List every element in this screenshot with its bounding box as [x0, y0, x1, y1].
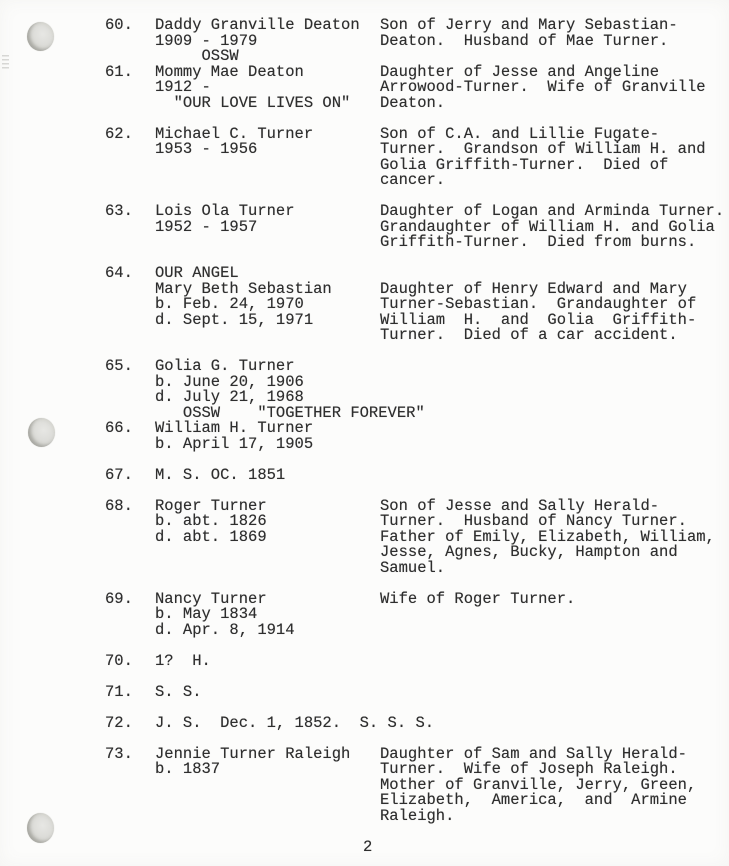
entry-description-line: Jesse, Agnes, Bucky, Hampton and [380, 543, 678, 561]
entry-description-line: Elizabeth, America, and Armine [380, 791, 687, 809]
entry-description-line: Son of Jerry and Mary Sebastian- [380, 16, 678, 34]
entry-number: 60. [105, 16, 133, 34]
entry-name-dates-column [155, 713, 435, 732]
entry-left-line: b. Feb. 24, 1970 [155, 295, 304, 313]
record-entry [0, 421, 729, 452]
entry-left-line: 1953 - 1956 [155, 140, 258, 158]
page-number: 2 [363, 837, 373, 856]
entry-left-line: b. 1837 [155, 760, 221, 778]
entry-name-dates-column [155, 682, 380, 701]
record-entry [0, 744, 729, 825]
entry-left-line: OSSW [155, 47, 239, 65]
entry-description-line: Wife of Roger Turner. [380, 589, 576, 608]
entry-number: 65. [105, 357, 133, 375]
entry-left-line: OSSW "TOGETHER FOREVER" [155, 403, 425, 422]
record-entry [0, 651, 729, 670]
entry-left-line: 1? H. [155, 651, 211, 670]
record-entry [0, 124, 729, 189]
entry-description-line: Father of Emily, Elizabeth, William, [380, 527, 715, 546]
entry-description-line: Turner. Husband of Nancy Turner. [380, 512, 687, 530]
record-entry [0, 496, 729, 577]
entry-description-line: William H. and Golia Griffith- [380, 310, 697, 329]
entry-description-column [380, 124, 725, 189]
entry-description-line: Daughter of Henry Edward and Mary [380, 279, 687, 298]
entry-left-line: b. May 1834 [155, 605, 258, 623]
entry-number: 71. [105, 682, 133, 701]
entry-left-line: Mary Beth Sebastian [155, 279, 332, 298]
entry-name-dates-column [155, 18, 380, 65]
entry-left-line: 1909 - 1979 [155, 31, 258, 50]
entry-description-line: Turner. Wife of Joseph Raleigh. [380, 760, 678, 778]
entry-left-line: Golia G. Turner [155, 357, 295, 375]
entry-description-line: cancer. [380, 171, 446, 189]
entry-description-column [380, 744, 725, 825]
record-entry [0, 713, 729, 732]
entry-description-line: Arrowood-Turner. Wife of Granville [380, 78, 706, 96]
entry-description-column [380, 204, 725, 251]
entry-number: 66. [105, 419, 133, 437]
record-entry [0, 62, 729, 112]
entry-name-dates-column [155, 465, 380, 484]
entry-description-line: Son of Jesse and Sally Herald- [380, 496, 660, 515]
entry-left-line: b. April 17, 1905 [155, 434, 314, 453]
entry-description-line: Samuel. [380, 558, 446, 577]
entry-number: 69. [105, 589, 133, 608]
record-entry [0, 359, 729, 421]
entry-description-line: Daughter of Sam and Sally Herald- [380, 744, 687, 763]
record-entry [0, 465, 729, 484]
entry-description-column [380, 266, 725, 344]
entry-left-line: Roger Turner [155, 496, 267, 515]
entry-description-line: Deaton. Husband of Mae Turner. [380, 31, 669, 50]
entry-description-column [380, 62, 725, 112]
entry-left-line: d. Apr. 8, 1914 [155, 620, 295, 639]
entry-name-dates-column [155, 62, 380, 112]
entry-description-line: Turner. Grandson of William H. and [380, 140, 706, 158]
entry-name-dates-column [155, 589, 380, 639]
entry-description-column [380, 589, 725, 608]
entry-description-column [380, 496, 725, 577]
entry-name-dates-column [155, 124, 380, 158]
entry-left-line: d. July 21, 1968 [155, 388, 304, 406]
entry-description-line: Turner. Died of a car accident. [380, 326, 678, 344]
entry-left-line: 1952 - 1957 [155, 217, 258, 236]
entry-number: 73. [105, 744, 133, 763]
entry-name-dates-column [155, 496, 380, 546]
record-entry [0, 18, 729, 65]
entry-description-line: Deaton. [380, 93, 446, 112]
entry-number: 64. [105, 264, 133, 282]
entry-name-dates-column [155, 357, 425, 422]
entry-description-line: Golia Griffith-Turner. Died of [380, 155, 669, 174]
entry-left-line: Mommy Mae Deaton [155, 62, 304, 81]
entry-name-dates-column [155, 421, 380, 452]
entry-left-line: d. abt. 1869 [155, 527, 267, 546]
entry-left-line: S. S. [155, 682, 202, 701]
entry-number: 70. [105, 651, 133, 670]
entry-name-dates-column [155, 204, 380, 235]
entry-number: 63. [105, 202, 133, 220]
entry-description-line: Daughter of Logan and Arminda Turner. [380, 202, 725, 220]
record-entry [0, 589, 729, 639]
hole-punch-top [27, 22, 54, 51]
entry-left-line: Nancy Turner [155, 589, 267, 608]
entry-description-line: Griffith-Turner. Died from burns. [380, 233, 697, 251]
entry-number: 61. [105, 62, 133, 81]
entry-number: 72. [105, 713, 133, 732]
entry-left-line: Daddy Granville Deaton [155, 16, 360, 34]
hole-punch-bottom [27, 813, 54, 843]
entry-description-column [380, 18, 725, 49]
entry-description-line: Son of C.A. and Lillie Fugate- [380, 124, 660, 143]
entry-left-line: M. S. OC. 1851 [155, 465, 286, 484]
entry-left-line: 1912 - [155, 78, 211, 96]
entry-name-dates-column [155, 744, 380, 778]
entry-description-line: Raleigh. [380, 806, 455, 825]
entry-description-line: Daughter of Jesse and Angeline [380, 62, 660, 81]
record-entry [0, 204, 729, 251]
entry-left-line: Jennie Turner Raleigh [155, 744, 351, 763]
entry-left-line: J. S. Dec. 1, 1852. S. S. S. [155, 713, 435, 732]
entry-left-line: b. June 20, 1906 [155, 372, 304, 391]
entry-left-line: d. Sept. 15, 1971 [155, 310, 314, 329]
record-entry [0, 266, 729, 344]
hole-punch-middle [28, 418, 55, 447]
entry-name-dates-column [155, 266, 380, 328]
entry-number: 62. [105, 124, 133, 143]
scan-smudge [2, 55, 9, 69]
entry-description-line: Mother of Granville, Jerry, Green, [380, 775, 697, 794]
entry-left-line: OUR ANGEL [155, 264, 239, 282]
entry-left-line: "OUR LOVE LIVES ON" [155, 93, 351, 112]
entry-left-line: Michael C. Turner [155, 124, 314, 143]
entry-number: 68. [105, 496, 133, 515]
entry-description-line: Grandaughter of William H. and Golia [380, 217, 715, 236]
entry-left-line: Lois Ola Turner [155, 202, 295, 220]
record-entry [0, 682, 729, 701]
entry-name-dates-column [155, 651, 380, 670]
entry-description-line: Turner-Sebastian. Grandaughter of [380, 295, 697, 313]
entry-number: 67. [105, 465, 133, 484]
entry-left-line: William H. Turner [155, 419, 314, 437]
entry-left-line: b. abt. 1826 [155, 512, 267, 530]
